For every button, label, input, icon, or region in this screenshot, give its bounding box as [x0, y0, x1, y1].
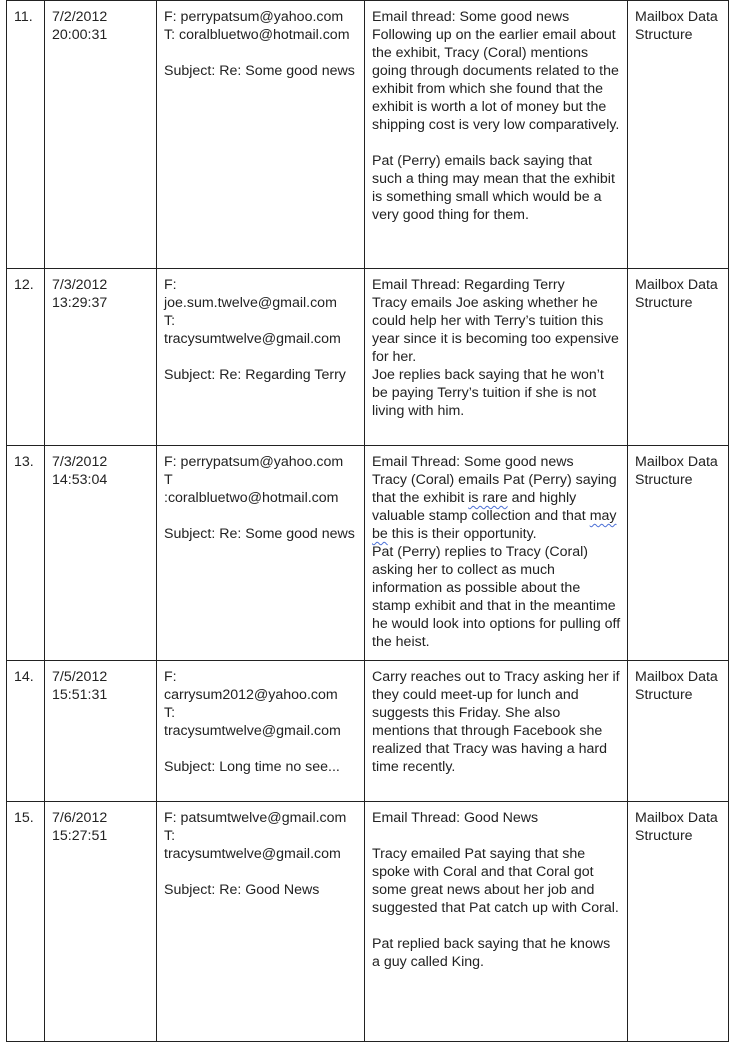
from-label: F: [164, 669, 177, 685]
row-number [7, 269, 45, 446]
table-row [7, 269, 729, 446]
spellcheck-mark: may be [372, 508, 617, 542]
time-text: 13:29:37 [52, 295, 108, 311]
from-address: F: perrypatsum@yahoo.com [164, 454, 344, 470]
summary-paragraph: Pat replied back saying that he knows a guy called King. [372, 936, 611, 970]
row-number [7, 661, 45, 802]
date-text: 7/5/2012 [52, 669, 108, 685]
summary-paragraph: Joe replies back saying that he won’t be paying Terry’s tuition if she is not living with him. [372, 367, 604, 419]
subject-text: Subject: Long time no see... [164, 759, 340, 775]
header-cell [157, 446, 365, 661]
time-text: 14:53:04 [52, 472, 108, 488]
timestamp-cell [45, 802, 157, 1042]
source-cell [628, 661, 729, 802]
summary-title: Email Thread: Some good news [372, 454, 574, 470]
from-label: F: [164, 277, 177, 293]
from-address: F: perrypatsum@yahoo.com [164, 9, 344, 25]
summary-cell [365, 661, 628, 802]
table-row [7, 1, 729, 269]
header-cell [157, 802, 365, 1042]
header-cell [157, 269, 365, 446]
evidence-table [6, 0, 729, 1042]
to-address: tracysumtwelve@gmail.com [164, 846, 341, 862]
header-cell [157, 661, 365, 802]
date-text: 7/6/2012 [52, 810, 108, 826]
source-cell [628, 446, 729, 661]
time-text: 15:51:31 [52, 687, 108, 703]
table-row [7, 802, 729, 1042]
date-text: 7/3/2012 [52, 454, 108, 470]
row-number-text: 12. [14, 277, 34, 293]
to-address: tracysumtwelve@gmail.com [164, 723, 341, 739]
source-text: Mailbox Data Structure [635, 454, 718, 488]
row-number [7, 1, 45, 269]
time-text: 15:27:51 [52, 828, 108, 844]
timestamp-cell [45, 269, 157, 446]
date-text: 7/3/2012 [52, 277, 108, 293]
summary-cell [365, 802, 628, 1042]
spellcheck-mark: is rare [468, 490, 508, 506]
row-number [7, 802, 45, 1042]
summary-paragraph: Pat (Perry) replies to Tracy (Coral) asking her to collect as much information as possible about the stamp exhibit and that in the meantime he would look into options for pulling off the heist. [372, 544, 621, 650]
subject-text: Subject: Re: Some good news [164, 63, 355, 79]
to-label: T: [164, 828, 176, 844]
source-text: Mailbox Data Structure [635, 669, 718, 703]
source-cell [628, 802, 729, 1042]
subject-text: Subject: Re: Regarding Terry [164, 367, 346, 383]
table-row [7, 446, 729, 661]
row-number [7, 446, 45, 661]
summary-text: and highly valuable stamp collection and that [372, 490, 590, 524]
from-address: joe.sum.twelve@gmail.com [164, 295, 337, 311]
summary-paragraph: Tracy emails Joe asking whether he could help her with Terry’s tuition this year since it is becoming too expensive for her. [372, 295, 619, 365]
to-address: T: coralbluetwo@hotmail.com [164, 27, 350, 43]
header-cell [157, 1, 365, 269]
table-row [7, 661, 729, 802]
source-cell [628, 1, 729, 269]
summary-cell [365, 446, 628, 661]
subject-text: Subject: Re: Some good news [164, 526, 355, 542]
source-text: Mailbox Data Structure [635, 810, 718, 844]
summary-paragraph [372, 471, 621, 543]
row-number-text: 14. [14, 669, 34, 685]
summary-paragraph: Tracy emailed Pat saying that she spoke with Coral and that Coral got some great news about her job and suggested that Pat catch up with Coral. [372, 846, 619, 916]
subject-text: Subject: Re: Good News [164, 882, 320, 898]
summary-cell [365, 1, 628, 269]
timestamp-cell [45, 446, 157, 661]
source-text: Mailbox Data Structure [635, 277, 718, 311]
from-address: F: patsumtwelve@gmail.com [164, 810, 347, 826]
summary-cell [365, 269, 628, 446]
row-number-text: 15. [14, 810, 34, 826]
to-address: :coralbluetwo@hotmail.com [164, 490, 339, 506]
to-address: tracysumtwelve@gmail.com [164, 331, 341, 347]
summary-text: Tracy (Coral) emails Pat (Perry) saying that the exhibit [372, 472, 617, 506]
timestamp-cell [45, 1, 157, 269]
source-text: Mailbox Data Structure [635, 9, 718, 43]
to-label: T: [164, 705, 176, 721]
from-address: carrysum2012@yahoo.com [164, 687, 338, 703]
time-text: 20:00:31 [52, 27, 108, 43]
summary-paragraph: Pat (Perry) emails back saying that such a thing may mean that the exhibit is something small which would be a very good thing for them. [372, 153, 615, 223]
row-number-text: 13. [14, 454, 34, 470]
row-number-text: 11. [14, 9, 33, 25]
summary-title: Email Thread: Good News [372, 810, 539, 826]
summary-paragraph: Carry reaches out to Tracy asking her if they could meet-up for lunch and suggests this Friday. She also mentions that through Facebook she realized that Tracy was having a hard time recently. [372, 669, 620, 775]
to-label: T: [164, 313, 176, 329]
summary-text: this is their opportunity. [387, 526, 537, 542]
source-cell [628, 269, 729, 446]
summary-title: Email Thread: Regarding Terry [372, 277, 565, 293]
date-text: 7/2/2012 [52, 9, 108, 25]
to-label: T [164, 472, 173, 488]
summary-paragraph: Email thread: Some good news Following up on the earlier email about the exhibit, Tracy (Coral) mentions going through documents related to the exhibit from which she found that the exhibit is worth a lot of money but the shipping cost is very low comparatively. [372, 9, 620, 133]
timestamp-cell [45, 661, 157, 802]
